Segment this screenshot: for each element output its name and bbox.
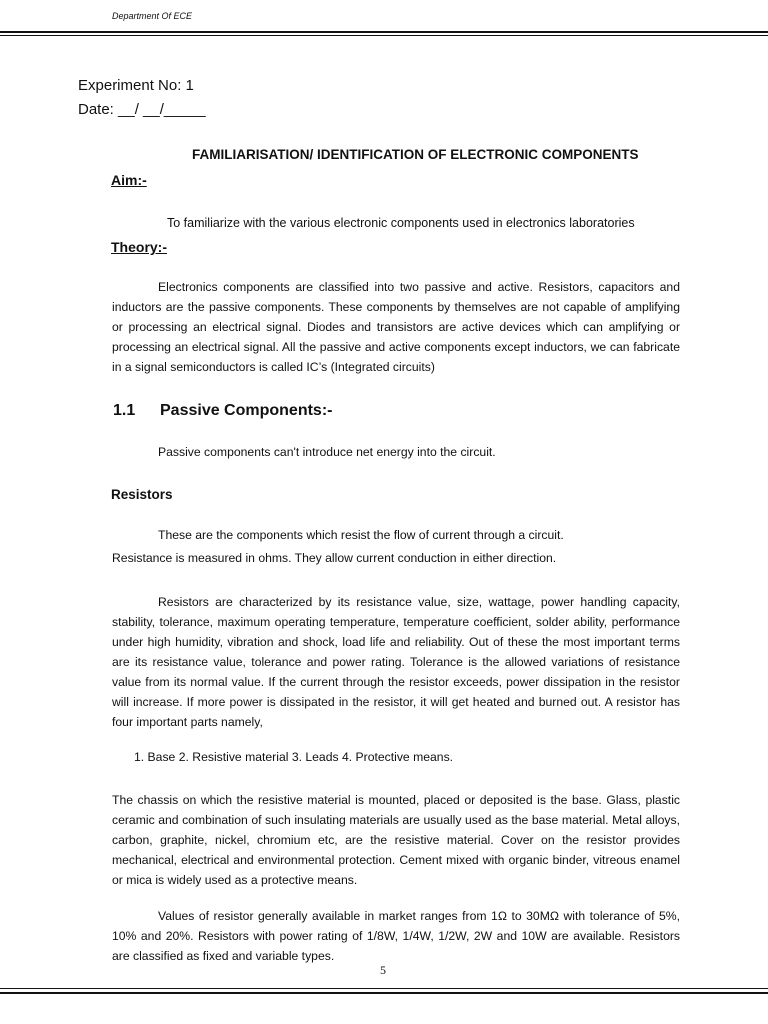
section-intro: Passive components can't introduce net energy into the circuit. [158, 445, 496, 459]
resistors-heading: Resistors [111, 487, 173, 502]
section-number: 1.1 [113, 402, 136, 419]
header-rule-bottom [0, 35, 768, 36]
resistors-line-1: These are the components which resist the flow of current through a circuit. [158, 528, 564, 542]
theory-heading: Theory:- [111, 239, 167, 255]
experiment-number: Experiment No: 1 [78, 77, 194, 94]
aim-heading: Aim:- [111, 172, 147, 188]
department-header: Department Of ECE [112, 11, 193, 21]
resistors-paragraph-2: The chassis on which the resistive material is mounted, placed or deposited is the base. Glass, plastic ceramic and combination of such insulating materials are usually used as the base material. Metal alloys, carbon, graphite, nickel, chromium etc, are the resistive material. Cover on the resistor provides mechanical, electrical and environmental protection. Cement mixed with organic binder, vitreous enamel or mica is widely used as a protective means. [112, 793, 680, 887]
experiment-date: Date: __/ __/_____ [78, 101, 206, 118]
resistors-paragraph-3: Values of resistor generally available in market ranges from 1Ω to 30MΩ with tolerance of 5%, 10% and 20%. Resistors with power rating of 1/8W, 1/4W, 1/2W, 2W and 10W are available. Resistors are classified as fixed and variable types. [112, 909, 680, 963]
footer-rule-bottom [0, 992, 768, 994]
header-rule-top [0, 31, 768, 33]
page-number: 5 [380, 963, 386, 977]
resistors-paragraph-1: Resistors are characterized by its resistance value, size, wattage, power handling capacity, stability, tolerance, maximum operating temperature, temperature coefficient, solder ability, performance under high humidity, vibration and shock, load life and reliability. Out of these the most important terms are its resistance value, tolerance and power rating. Tolerance is the allowed variations of resistance value from its normal value. If the current through the resistor exceeds, power dissipation in the resistor will increase. If more power is dissipated in the resistor, it will get heated and burned out. A resistor has four important parts namely, [112, 595, 680, 729]
document-title: FAMILIARISATION/ IDENTIFICATION OF ELECTRONIC COMPONENTS [192, 147, 639, 162]
theory-paragraph: Electronics components are classified into two passive and active. Resistors, capacitors and inductors are the passive components. These components by themselves are not capable of amplifying or processing an electrical signal. Diodes and transistors are active devices which can amplifying or processing an electrical signal. All the passive and active components except inductors, we can fabricate in a signal semiconductors is called IC’s (Integrated circuits) [112, 280, 680, 374]
section-title: Passive Components:- [160, 402, 333, 419]
footer-rule-top [0, 988, 768, 989]
aim-text: To familiarize with the various electronic components used in electronics laboratories [167, 216, 635, 230]
resistors-line-2: Resistance is measured in ohms. They allow current conduction in either direction. [112, 551, 557, 565]
resistor-parts-list: 1. Base 2. Resistive material 3. Leads 4. Protective means. [134, 750, 454, 764]
